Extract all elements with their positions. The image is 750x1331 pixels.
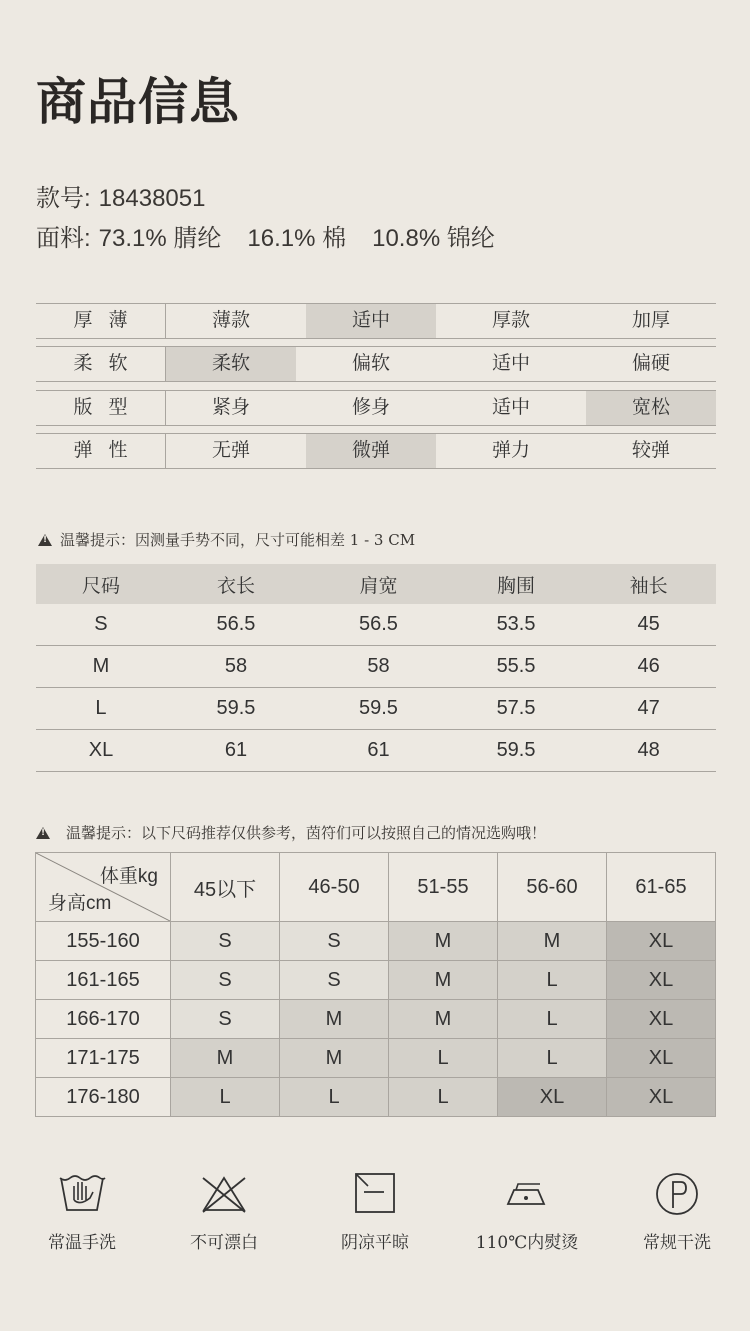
attribute-option: 薄款	[211, 310, 250, 331]
size-row	[36, 604, 716, 646]
attribute-option: 偏软	[351, 353, 390, 374]
recommend-corner-cell	[36, 853, 171, 922]
size-value: 48	[581, 730, 716, 772]
size-value: 59.5	[166, 688, 306, 730]
attribute-option: 适中	[491, 397, 530, 418]
size-label: XL	[36, 730, 166, 772]
attribute-row	[36, 303, 716, 339]
attribute-option: 厚款	[491, 310, 530, 331]
product-code	[36, 178, 205, 213]
attribute-option-selected: 宽松	[586, 391, 716, 425]
size-value: 57.5	[451, 688, 581, 730]
care-item	[467, 1170, 587, 1253]
care-label: 阴凉平晾	[341, 1233, 409, 1253]
dry-flat-shade-icon	[350, 1170, 400, 1216]
recommended-size: S	[280, 961, 389, 1000]
recommended-size: M	[498, 922, 607, 961]
size-col-header: 胸围	[451, 564, 581, 604]
recommended-size: S	[171, 922, 280, 961]
attribute-name: 版型	[73, 397, 144, 418]
weight-header: 45以下	[171, 853, 280, 922]
warning-icon	[36, 827, 50, 839]
recommended-size: M	[280, 1000, 389, 1039]
size-table	[36, 564, 716, 772]
attribute-option: 修身	[351, 397, 390, 418]
recommended-size: M	[171, 1039, 280, 1078]
attribute-option: 加厚	[631, 310, 670, 331]
attribute-row	[36, 433, 716, 469]
size-value: 47	[581, 688, 716, 730]
height-range: 166-170	[36, 1000, 171, 1039]
attribute-option-selected: 适中	[306, 304, 436, 338]
recommended-size: L	[498, 1000, 607, 1039]
size-label: S	[36, 604, 166, 646]
attribute-row	[36, 346, 716, 382]
size-value: 61	[166, 730, 306, 772]
recommend-row	[36, 961, 716, 1000]
size-table-header	[36, 564, 716, 604]
care-item	[315, 1170, 435, 1253]
recommended-size: L	[389, 1078, 498, 1117]
attribute-name: 柔软	[73, 353, 144, 374]
weight-header: 56-60	[498, 853, 607, 922]
recommend-tip	[36, 822, 546, 843]
product-code-value: 18438051	[98, 185, 206, 212]
size-tip-text: 温馨提示：因测量手势不同，尺寸可能相差 1 - 3 CM	[60, 531, 416, 549]
size-col-header: 肩宽	[306, 564, 451, 604]
care-label: 常温手洗	[48, 1233, 116, 1253]
size-value: 56.5	[166, 604, 306, 646]
attribute-option: 适中	[491, 353, 530, 374]
recommend-row	[36, 1000, 716, 1039]
recommended-size: XL	[607, 961, 716, 1000]
recommended-size: S	[171, 1000, 280, 1039]
product-code-label: 款号:	[36, 185, 91, 212]
size-value: 58	[166, 646, 306, 688]
care-label: 常规干洗	[643, 1233, 711, 1253]
height-range: 155-160	[36, 922, 171, 961]
recommend-row	[36, 922, 716, 961]
recommended-size: L	[498, 1039, 607, 1078]
recommended-size: XL	[607, 1078, 716, 1117]
attribute-option: 较弹	[631, 440, 670, 461]
size-value: 56.5	[306, 604, 451, 646]
attribute-option: 无弹	[211, 440, 250, 461]
fabric-item: 10.8% 锦纶	[372, 225, 495, 252]
size-tip	[38, 529, 415, 550]
product-fabric	[36, 218, 521, 253]
fabric-item: 73.1% 腈纶	[98, 225, 222, 252]
attribute-option-selected: 微弹	[306, 434, 436, 468]
recommend-row	[36, 1039, 716, 1078]
attribute-option: 偏硬	[631, 353, 670, 374]
recommended-size: XL	[607, 1039, 716, 1078]
page-title: 商品信息	[36, 72, 240, 131]
size-col-header: 衣长	[166, 564, 306, 604]
weight-axis-label: 体重kg	[99, 866, 158, 887]
size-col-header: 袖长	[581, 564, 716, 604]
size-value: 58	[306, 646, 451, 688]
recommend-tip-text: 温馨提示：以下尺码推荐仅供参考，茵符们可以按照自己的情况选购哦！	[66, 824, 547, 842]
fabric-label: 面料:	[36, 225, 91, 252]
care-label: 110℃内熨烫	[475, 1233, 579, 1253]
size-label: M	[36, 646, 166, 688]
recommended-size: M	[389, 1000, 498, 1039]
size-row	[36, 646, 716, 688]
recommended-size: L	[498, 961, 607, 1000]
recommended-size: XL	[607, 922, 716, 961]
care-item	[617, 1170, 737, 1253]
size-value: 59.5	[306, 688, 451, 730]
size-value: 59.5	[451, 730, 581, 772]
attribute-name: 弹性	[73, 440, 144, 461]
care-item	[22, 1170, 142, 1253]
attribute-row	[36, 390, 716, 426]
fabric-item: 16.1% 棉	[247, 225, 347, 252]
iron-icon	[502, 1170, 552, 1216]
attribute-option: 弹力	[491, 440, 530, 461]
recommend-header-row	[36, 853, 716, 922]
recommended-size: L	[280, 1078, 389, 1117]
recommended-size: L	[389, 1039, 498, 1078]
weight-header: 51-55	[389, 853, 498, 922]
care-label: 不可漂白	[190, 1233, 258, 1253]
recommended-size: M	[280, 1039, 389, 1078]
size-label: L	[36, 688, 166, 730]
size-value: 61	[306, 730, 451, 772]
recommended-size: XL	[607, 1000, 716, 1039]
attribute-name: 厚薄	[73, 310, 144, 331]
warning-icon	[38, 534, 52, 546]
size-col-header: 尺码	[36, 564, 166, 604]
recommend-table	[35, 852, 716, 1117]
size-row	[36, 688, 716, 730]
no-bleach-icon	[199, 1170, 249, 1216]
recommended-size: S	[280, 922, 389, 961]
recommend-row	[36, 1078, 716, 1117]
recommended-size: L	[171, 1078, 280, 1117]
recommended-size: XL	[498, 1078, 607, 1117]
attribute-option-selected: 柔软	[166, 347, 296, 381]
recommended-size: S	[171, 961, 280, 1000]
size-value: 45	[581, 604, 716, 646]
size-value: 46	[581, 646, 716, 688]
height-range: 161-165	[36, 961, 171, 1000]
size-value: 53.5	[451, 604, 581, 646]
weight-header: 61-65	[607, 853, 716, 922]
size-value: 55.5	[451, 646, 581, 688]
weight-header: 46-50	[280, 853, 389, 922]
attribute-option: 紧身	[211, 397, 250, 418]
height-range: 171-175	[36, 1039, 171, 1078]
hand-wash-icon	[57, 1170, 107, 1216]
dry-clean-icon	[652, 1170, 702, 1216]
recommended-size: M	[389, 922, 498, 961]
height-axis-label: 身高cm	[48, 893, 112, 914]
size-row	[36, 730, 716, 772]
height-range: 176-180	[36, 1078, 171, 1117]
recommended-size: M	[389, 961, 498, 1000]
care-item	[164, 1170, 284, 1253]
